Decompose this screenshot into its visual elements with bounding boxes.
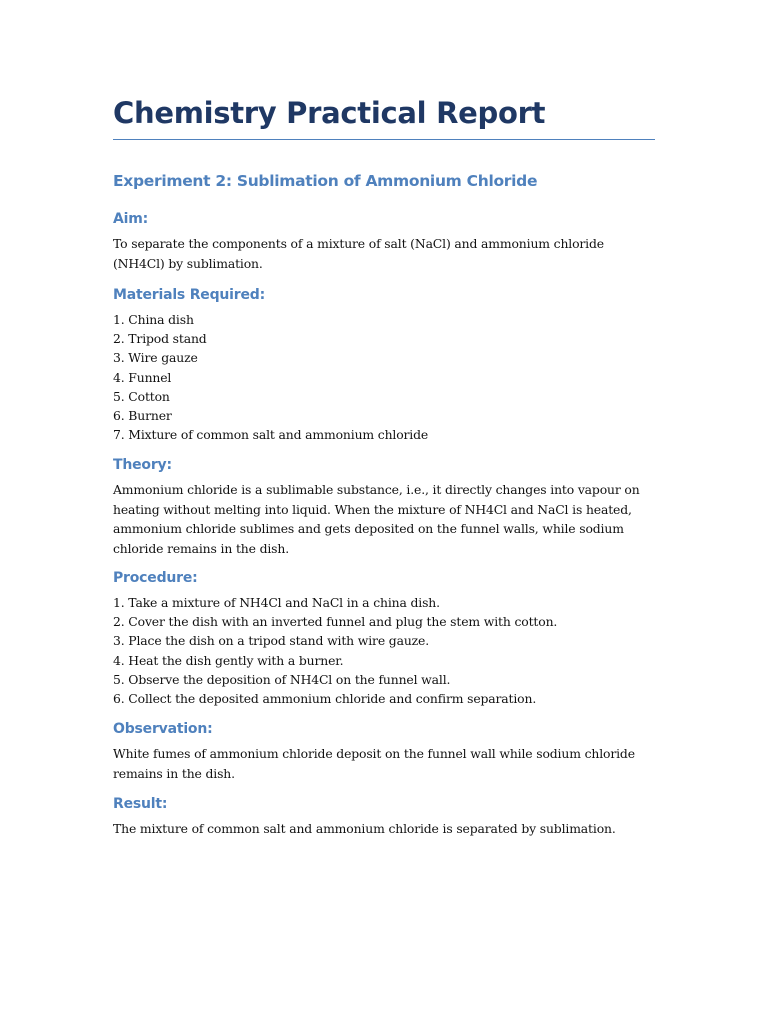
experiment-title: Experiment 2: Sublimation of Ammonium Chloride — [113, 172, 538, 190]
list-item: 2. Tripod stand — [113, 331, 207, 347]
list-item: 6. Collect the deposited ammonium chloride and confirm separation. — [113, 691, 537, 707]
procedure-section — [113, 568, 658, 708]
list-item: 1. Take a mixture of NH4Cl and NaCl in a china dish. — [113, 595, 440, 610]
list-item: 4. Heat the dish gently with a burner. — [113, 652, 344, 668]
theory-heading: Theory: — [113, 457, 172, 473]
list-item: 1. China dish — [113, 312, 194, 327]
list-item: 5. Observe the deposition of NH4Cl on the funnel wall. — [113, 671, 451, 687]
theory-text: Ammonium chloride is a sublimable substance, i.e., it directly changes into vapour on heating without melting into liquid. When the mixture of NH4Cl and NaCl is heated, ammonium chloride sublimes and gets deposited on the funnel walls, while sodium chloride remains in the dish. — [113, 482, 640, 556]
procedure-heading: Procedure: — [113, 570, 198, 586]
aim-heading: Aim: — [113, 211, 149, 227]
result-heading: Result: — [113, 796, 168, 812]
page-title: Chemistry Practical Report — [113, 96, 546, 130]
list-item: 3. Place the dish on a tripod stand with wire gauze. — [113, 633, 429, 649]
observation-text: White fumes of ammonium chloride deposit on the funnel wall while sodium chloride remains in the dish. — [113, 746, 635, 781]
result-section — [113, 794, 658, 839]
observation-section — [113, 719, 658, 783]
list-item: 3. Wire gauze — [113, 350, 198, 366]
observation-heading: Observation: — [113, 721, 213, 737]
procedure-list — [113, 593, 658, 708]
aim-text: To separate the components of a mixture of salt (NaCl) and ammonium chloride (NH4Cl) by sublimation. — [113, 236, 604, 271]
title-divider — [113, 139, 655, 140]
aim-section — [113, 209, 658, 273]
theory-section — [113, 455, 658, 558]
materials-section — [113, 285, 658, 444]
list-item: 2. Cover the dish with an inverted funnel and plug the stem with cotton. — [113, 614, 558, 630]
list-item: 4. Funnel — [113, 369, 172, 385]
materials-heading: Materials Required: — [113, 287, 266, 303]
result-text: The mixture of common salt and ammonium chloride is separated by sublimation. — [113, 821, 616, 836]
list-item: 5. Cotton — [113, 388, 170, 404]
materials-list — [113, 310, 658, 444]
list-item: 6. Burner — [113, 408, 172, 424]
list-item: 7. Mixture of common salt and ammonium chloride — [113, 427, 429, 443]
